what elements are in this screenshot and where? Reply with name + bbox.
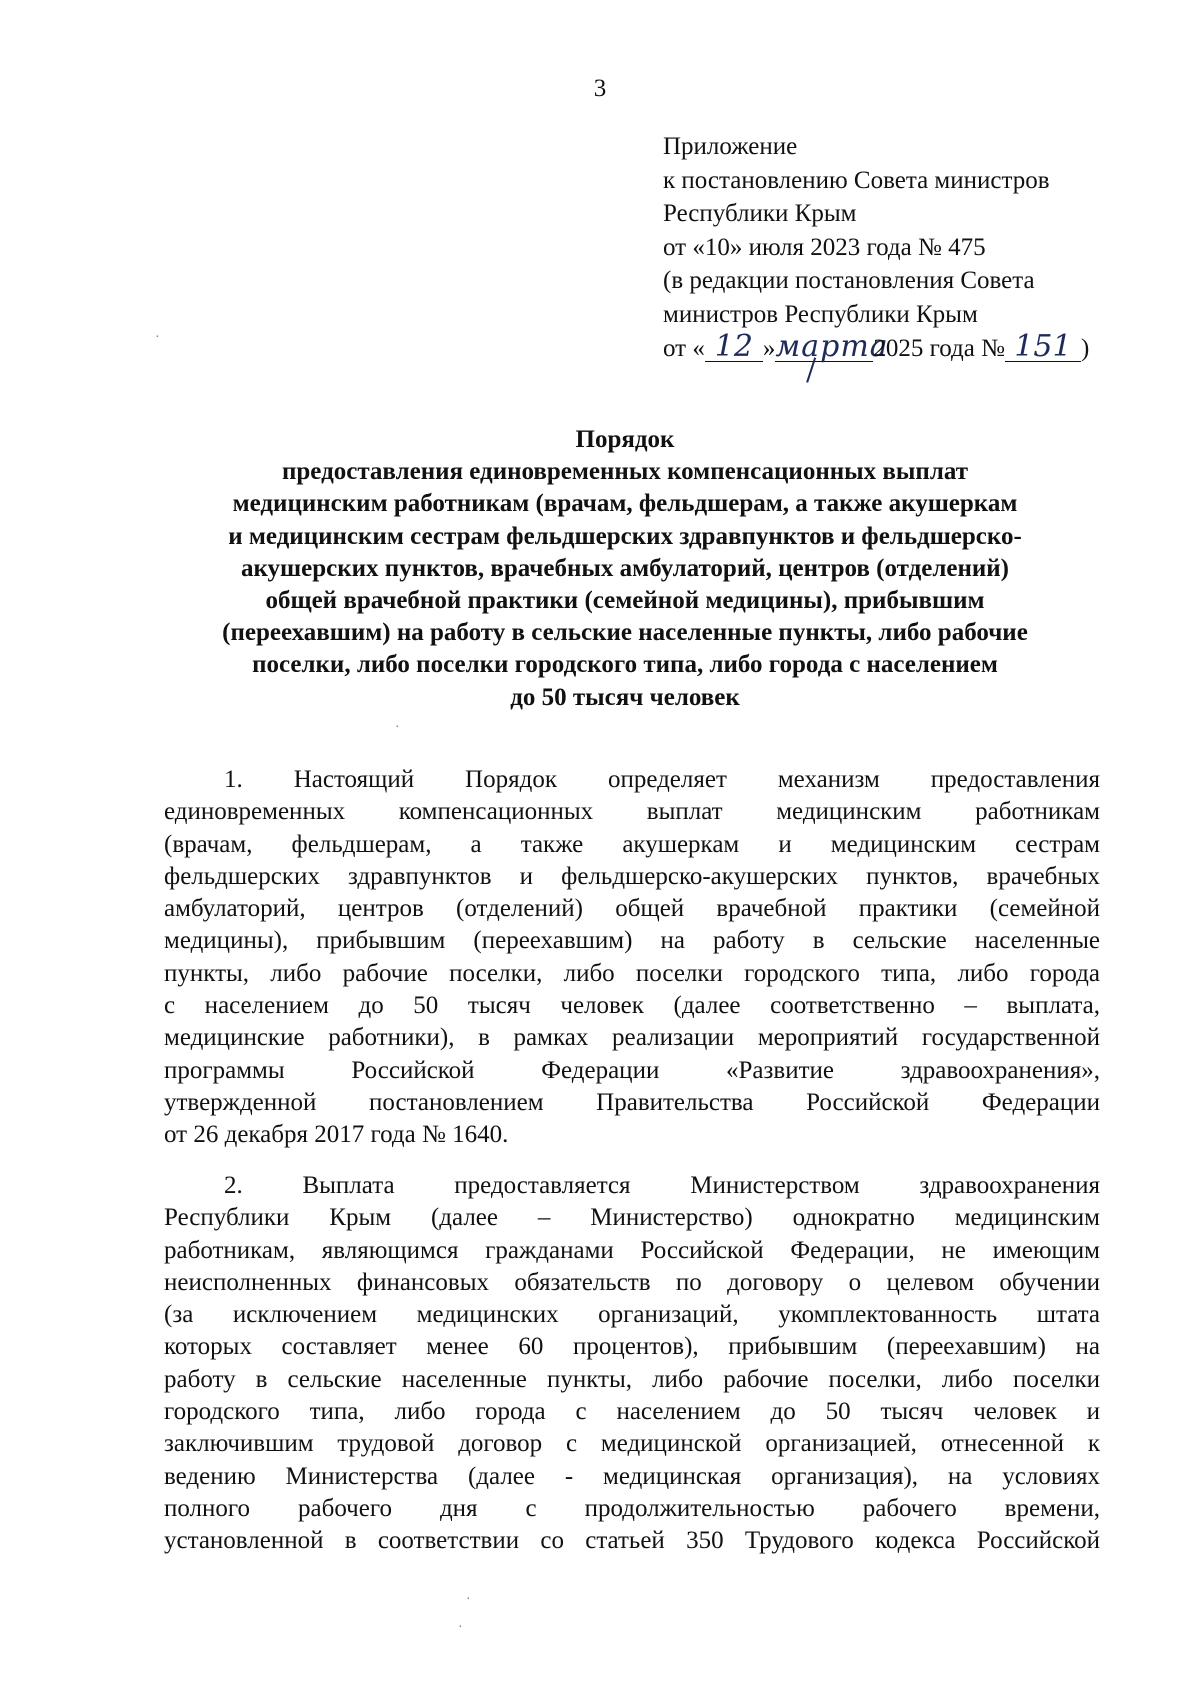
amendment-date-line: [663, 328, 1143, 366]
paragraph-line: пункты, либо рабочие поселки, либо поселки городского типа, либо города: [164, 959, 1100, 987]
paragraph-line: от 26 декабря 2017 года № 1640.: [164, 1121, 509, 1149]
paragraph-line: утвержденной постановлением Правительства Российской Федерации: [164, 1088, 1100, 1116]
paragraph-line: неисполненных финансовых обязательств по договору о целевом обучении: [164, 1268, 1100, 1296]
appendix-line: Республики Крым: [663, 200, 857, 228]
title-line: предоставления единовременных компенсационных выплат: [282, 458, 968, 486]
amendment-mid: »: [762, 334, 776, 362]
paragraph-line: заключившим трудовой договор с медицинской организацией, отнесенной к: [164, 1430, 1100, 1458]
title-line: (переехавшим) на работу в сельские населенные пункты, либо рабочие: [222, 619, 1028, 647]
scan-speck: ·: [395, 720, 400, 735]
page-number: 3: [593, 75, 607, 102]
paragraph-line: городского типа, либо города с населением до 50 тысяч человек и: [164, 1398, 1100, 1426]
appendix-line: Приложение: [663, 133, 798, 160]
paragraph-line: полного рабочего дня с продолжительностью рабочего времени,: [164, 1494, 1100, 1522]
title-line: общей врачебной практики (семейной медицины), прибывшим: [265, 587, 985, 615]
paragraph-line: Республики Крым (далее – Министерство) однократно медицинским: [164, 1204, 1100, 1232]
paragraph-2: [164, 1170, 1100, 1558]
handwritten-number: 151: [1005, 333, 1081, 362]
appendix-line: от «10» июля 2023 года № 475: [663, 233, 986, 261]
title-line: медицинским работникам (врачам, фельдшерам, а также акушеркам: [232, 490, 1018, 518]
appendix-line: к постановлению Совета министров: [663, 166, 1050, 194]
paragraph-line: установленной в соответствии со статьей 350 Трудового кодекса Российской: [164, 1527, 1100, 1555]
title-line: до 50 тысяч человек: [510, 683, 740, 711]
paragraph-line: работу в сельские населенные пункты, либо рабочие поселки, либо поселки: [164, 1365, 1100, 1393]
paragraph-line: медицинские работники), в рамках реализации мероприятий государственной: [164, 1024, 1100, 1052]
paragraph-line: единовременных компенсационных выплат медицинским работникам: [164, 798, 1100, 826]
appendix-line: министров Республики Крым: [663, 300, 978, 328]
paragraph-line: фельдшерских здравпунктов и фельдшерско-акушерских пунктов, врачебных: [164, 862, 1100, 890]
appendix-block: [663, 130, 1143, 365]
paragraph-line: (за исключением медицинских организаций, укомплектованность штата: [164, 1301, 1100, 1329]
paragraph-line: которых составляет менее 60 процентов), прибывшим (переехавшим) на: [164, 1333, 1100, 1361]
amendment-suffix: ): [1080, 334, 1090, 362]
paragraph-line: 1. Настоящий Порядок определяет механизм предоставления: [224, 766, 1100, 793]
paragraph-line: 2. Выплата предоставляется Министерством здравоохранения: [224, 1172, 1100, 1199]
title-heading: Порядок: [575, 426, 675, 453]
paragraph-line: (врачам, фельдшерам, а также акушеркам и медицинским сестрам: [164, 830, 1100, 858]
paragraph-line: программы Российской Федерации «Развитие здравоохранения»,: [164, 1056, 1100, 1084]
paragraph-line: медицины), прибывшим (переехавшим) на работу в сельские населенные: [164, 927, 1100, 955]
paragraph-line: амбулаторий, центров (отделений) общей врачебной практики (семейной: [164, 895, 1100, 923]
scan-speck: ·: [466, 1592, 471, 1607]
paragraph-1: [164, 764, 1100, 1152]
amendment-prefix: от «: [663, 334, 705, 362]
handwritten-month: марта: [775, 328, 889, 364]
paragraph-line: ведению Министерства (далее - медицинская организация), на условиях: [164, 1462, 1100, 1490]
scan-speck: ·: [458, 1620, 463, 1635]
amendment-year-text: 2025 года №: [873, 334, 1005, 362]
appendix-line: (в редакции постановления Совета: [663, 267, 1035, 295]
title-line: поселки, либо поселки городского типа, либо города с населением: [252, 651, 998, 679]
scan-speck: ·: [155, 330, 160, 345]
title-line: и медицинским сестрам фельдшерских здравпунктов и фельдшерско-: [228, 522, 1022, 550]
handwritten-day: 12: [705, 333, 763, 362]
document-title: [150, 424, 1100, 714]
paragraph-line: с населением до 50 тысяч человек (далее соответственно – выплата,: [164, 992, 1100, 1020]
paragraph-line: работникам, являющимся гражданами Российской Федерации, не имеющим: [164, 1236, 1100, 1264]
title-line: акушерских пунктов, врачебных амбулаторий, центров (отделений): [241, 554, 1009, 582]
